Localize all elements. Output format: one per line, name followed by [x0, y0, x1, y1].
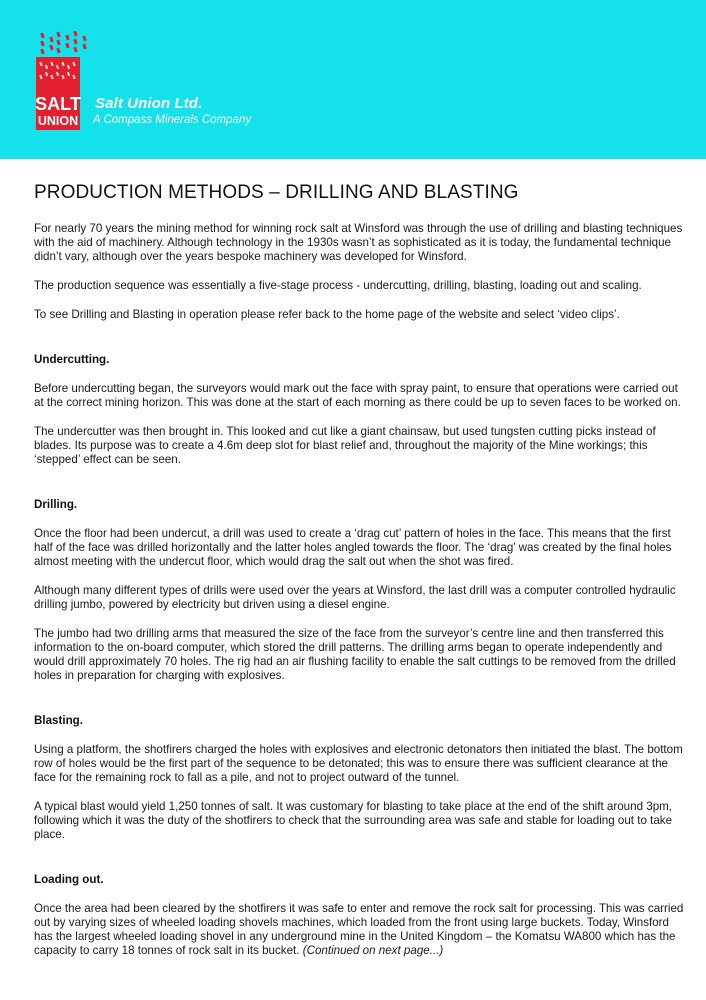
salt-crystal-drop [56, 40, 61, 46]
salt-crystal-drops [40, 31, 87, 54]
salt-crystal-drop [49, 45, 54, 51]
salt-crystal-drop [65, 35, 70, 41]
intro-paragraph: The production sequence was essentially a five-stage process - undercutting, drilling, blasting, loading out and scaling. [34, 279, 642, 292]
salt-crystal-drop [40, 33, 45, 39]
section-heading-undercutting: Undercutting. [34, 353, 110, 366]
section-paragraph [34, 902, 684, 958]
salt-crystal-drop [65, 43, 70, 49]
salt-crystal-drop [56, 32, 61, 38]
section-paragraph: The jumbo had two drilling arms that measured the size of the face from the surveyor’s centre line and then transferred this information to the on-board computer, which stored the drill patterns. The drilling arms began to operate independently and would drill approximately 70 holes. The rig had an air flushing facility to enable the salt cuttings to be removed from the drilled holes in preparation for charging with explosives. [34, 627, 676, 682]
company-name: Salt Union Ltd. [95, 95, 203, 112]
salt-crystal-drop [40, 41, 45, 47]
intro-paragraph: To see Drilling and Blasting in operation please refer back to the home page of the website and select ‘video clips’. [34, 308, 620, 321]
document-title: PRODUCTION METHODS – DRILLING AND BLASTING [34, 182, 519, 203]
section-heading-blasting: Blasting. [34, 714, 83, 727]
logo-word-salt: SALT [35, 94, 81, 114]
section-paragraph: Although many different types of drills were used over the years at Winsford, the last drill was a computer controlled hydraulic drilling jumbo, powered by electricity but driven using a diesel engine. [34, 584, 676, 611]
section-paragraph: Using a platform, the shotfirers charged the holes with explosives and electronic detonators then initiated the blast. The bottom row of holes would be the first part of the sequence to be detonated; this was to ensure there was sufficient clearance at the face for the remaining rock to fall as a pile, and not to project outward of the tunnel. [34, 743, 683, 784]
logo-word-union: UNION [37, 114, 79, 128]
continued-note: (Continued on next page...) [302, 944, 444, 957]
section-paragraph: Once the floor had been undercut, a drill was used to create a ‘drag cut’ pattern of holes in the face. This means that the first half of the face was drilled horizontally and the latter holes angled towards the floor. The ‘drag’ was created by the final holes almost meeting with the undercut floor, which would drag the salt out when the shot was fired. [34, 527, 672, 568]
salt-crystal-drop [73, 31, 78, 36]
section-paragraph: Before undercutting began, the surveyors would mark out the face with spray paint, to ensure that operations were carried out at the correct mining horizon. This was done at the start of each morning as there could be up to seven faces to be worked on. [34, 382, 681, 409]
salt-crystal-drop [73, 39, 78, 45]
salt-crystal-drop [49, 37, 54, 43]
salt-crystal-drop [56, 48, 61, 54]
salt-union-logo [33, 31, 93, 131]
section-paragraph-text: Once the area had been cleared by the shotfirers it was safe to enter and remove the rock salt for processing. This was carried out by varying sizes of wheeled loading shovels machines, which loaded from the front using large buckets. Today, Winsford has the largest wheeled loading shovel in any underground mine in the United Kingdom – the Komatsu WA800 which has the capacity to carry 18 tonnes of rock salt in its bucket. [34, 902, 684, 957]
salt-crystal-drop [40, 49, 45, 55]
document-body [34, 182, 684, 973]
company-tagline: A Compass Minerals Company [93, 114, 252, 126]
intro-paragraph: For nearly 70 years the mining method for winning rock salt at Winsford was through the use of drilling and blasting techniques with the aid of machinery. Although technology in the 1930s wasn’t as sophisticated as it is today, the fundamental technique didn’t vary, although over the years bespoke machinery was developed for Winsford. [34, 222, 683, 263]
section-paragraph: The undercutter was then brought in. This looked and cut like a giant chainsaw, but used tungsten cutting picks instead of blades. Its purpose was to create a 4.6m deep slot for blast relief and, throughout the majority of the Mine workings; this ‘stepped’ effect can be seen. [34, 425, 656, 466]
header-band [0, 0, 706, 159]
section-paragraph: A typical blast would yield 1,250 tonnes of salt. It was customary for blasting to take place at the end of the shift around 3pm, following which it was the duty of the shotfirers to check that the surrounding area was safe and stable for loading out to take place. [34, 800, 673, 841]
section-heading-drilling: Drilling. [34, 498, 78, 511]
salt-crystal-drop [73, 47, 78, 53]
salt-crystal-drop [82, 44, 87, 50]
section-heading-loading-out: Loading out. [34, 873, 104, 886]
salt-crystal-drop [82, 36, 87, 42]
